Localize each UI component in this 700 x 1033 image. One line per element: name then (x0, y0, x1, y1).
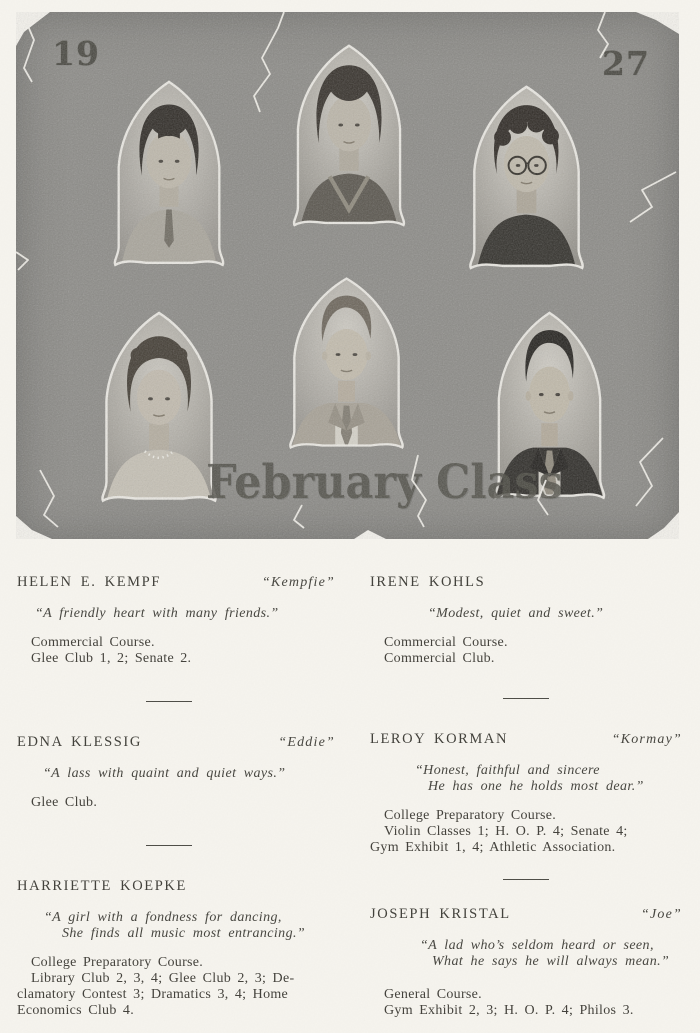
student-activities: College Preparatory Course. Library Club 2, 3, 4; Glee Club 2, 3; De- clamatory Contest 3; Dramatics 3, 4; Home Economics Club 4. (17, 955, 295, 1018)
student-name: JOSEPH KRISTAL (370, 906, 511, 922)
student-activities: College Preparatory Course. Violin Classes 1; H. O. P. 4; Senate 4; Gym Exhibit 1, 4; Athletic Association. (370, 808, 628, 855)
year-right-label: 27 (602, 44, 650, 83)
year-left-label: 19 (52, 34, 100, 73)
student-name: HARRIETTE KOEPKE (17, 878, 187, 894)
student-activities: Glee Club. (31, 795, 98, 810)
student-entry (370, 906, 682, 1019)
student-entry (17, 878, 335, 1019)
student-name: IRENE KOHLS (370, 574, 486, 590)
student-nickname: “Kempfie” (261, 575, 335, 590)
collage-title: February Class (206, 456, 563, 510)
student-name: LEROY KORMAN (370, 731, 509, 747)
student-quote: “Modest, quiet and sweet.” (428, 606, 604, 621)
student-name: EDNA KLESSIG (17, 734, 142, 750)
section-divider (146, 701, 192, 702)
portrait-photo-3 (456, 84, 597, 275)
section-divider (146, 845, 192, 846)
student-activities: Commercial Course. Glee Club 1, 2; Senate 2. (31, 635, 192, 666)
student-nickname: “Eddie” (278, 735, 335, 750)
student-quote: “A friendly heart with many friends.” (35, 606, 279, 621)
section-divider (503, 879, 549, 880)
student-nickname: “Joe” (641, 907, 682, 922)
portrait-photo-5 (276, 276, 417, 454)
student-entry (17, 734, 335, 811)
student-quote: “A lass with quaint and quiet ways.” (43, 766, 286, 781)
student-quote: “A girl with a fondness for dancing, She finds all music most entrancing.” (44, 910, 306, 941)
student-entry (370, 574, 682, 667)
student-entry (17, 574, 335, 667)
student-quote: “Honest, faithful and sincere He has one he holds most dear.” (415, 763, 644, 794)
student-entry (370, 731, 682, 856)
student-activities: General Course. Gym Exhibit 2, 3; H. O. P. 4; Philos 3. (384, 987, 634, 1018)
portrait-photo-2 (280, 43, 418, 232)
student-activities: Commercial Course. Commercial Club. (384, 635, 508, 666)
section-divider (503, 698, 549, 699)
portrait-photo-1 (101, 79, 237, 272)
student-name: HELEN E. KEMPF (17, 574, 161, 590)
student-quote: “A lad who’s seldom heard or seen, What he says he will always mean.” (420, 938, 670, 969)
student-nickname: “Kormay” (611, 732, 682, 747)
